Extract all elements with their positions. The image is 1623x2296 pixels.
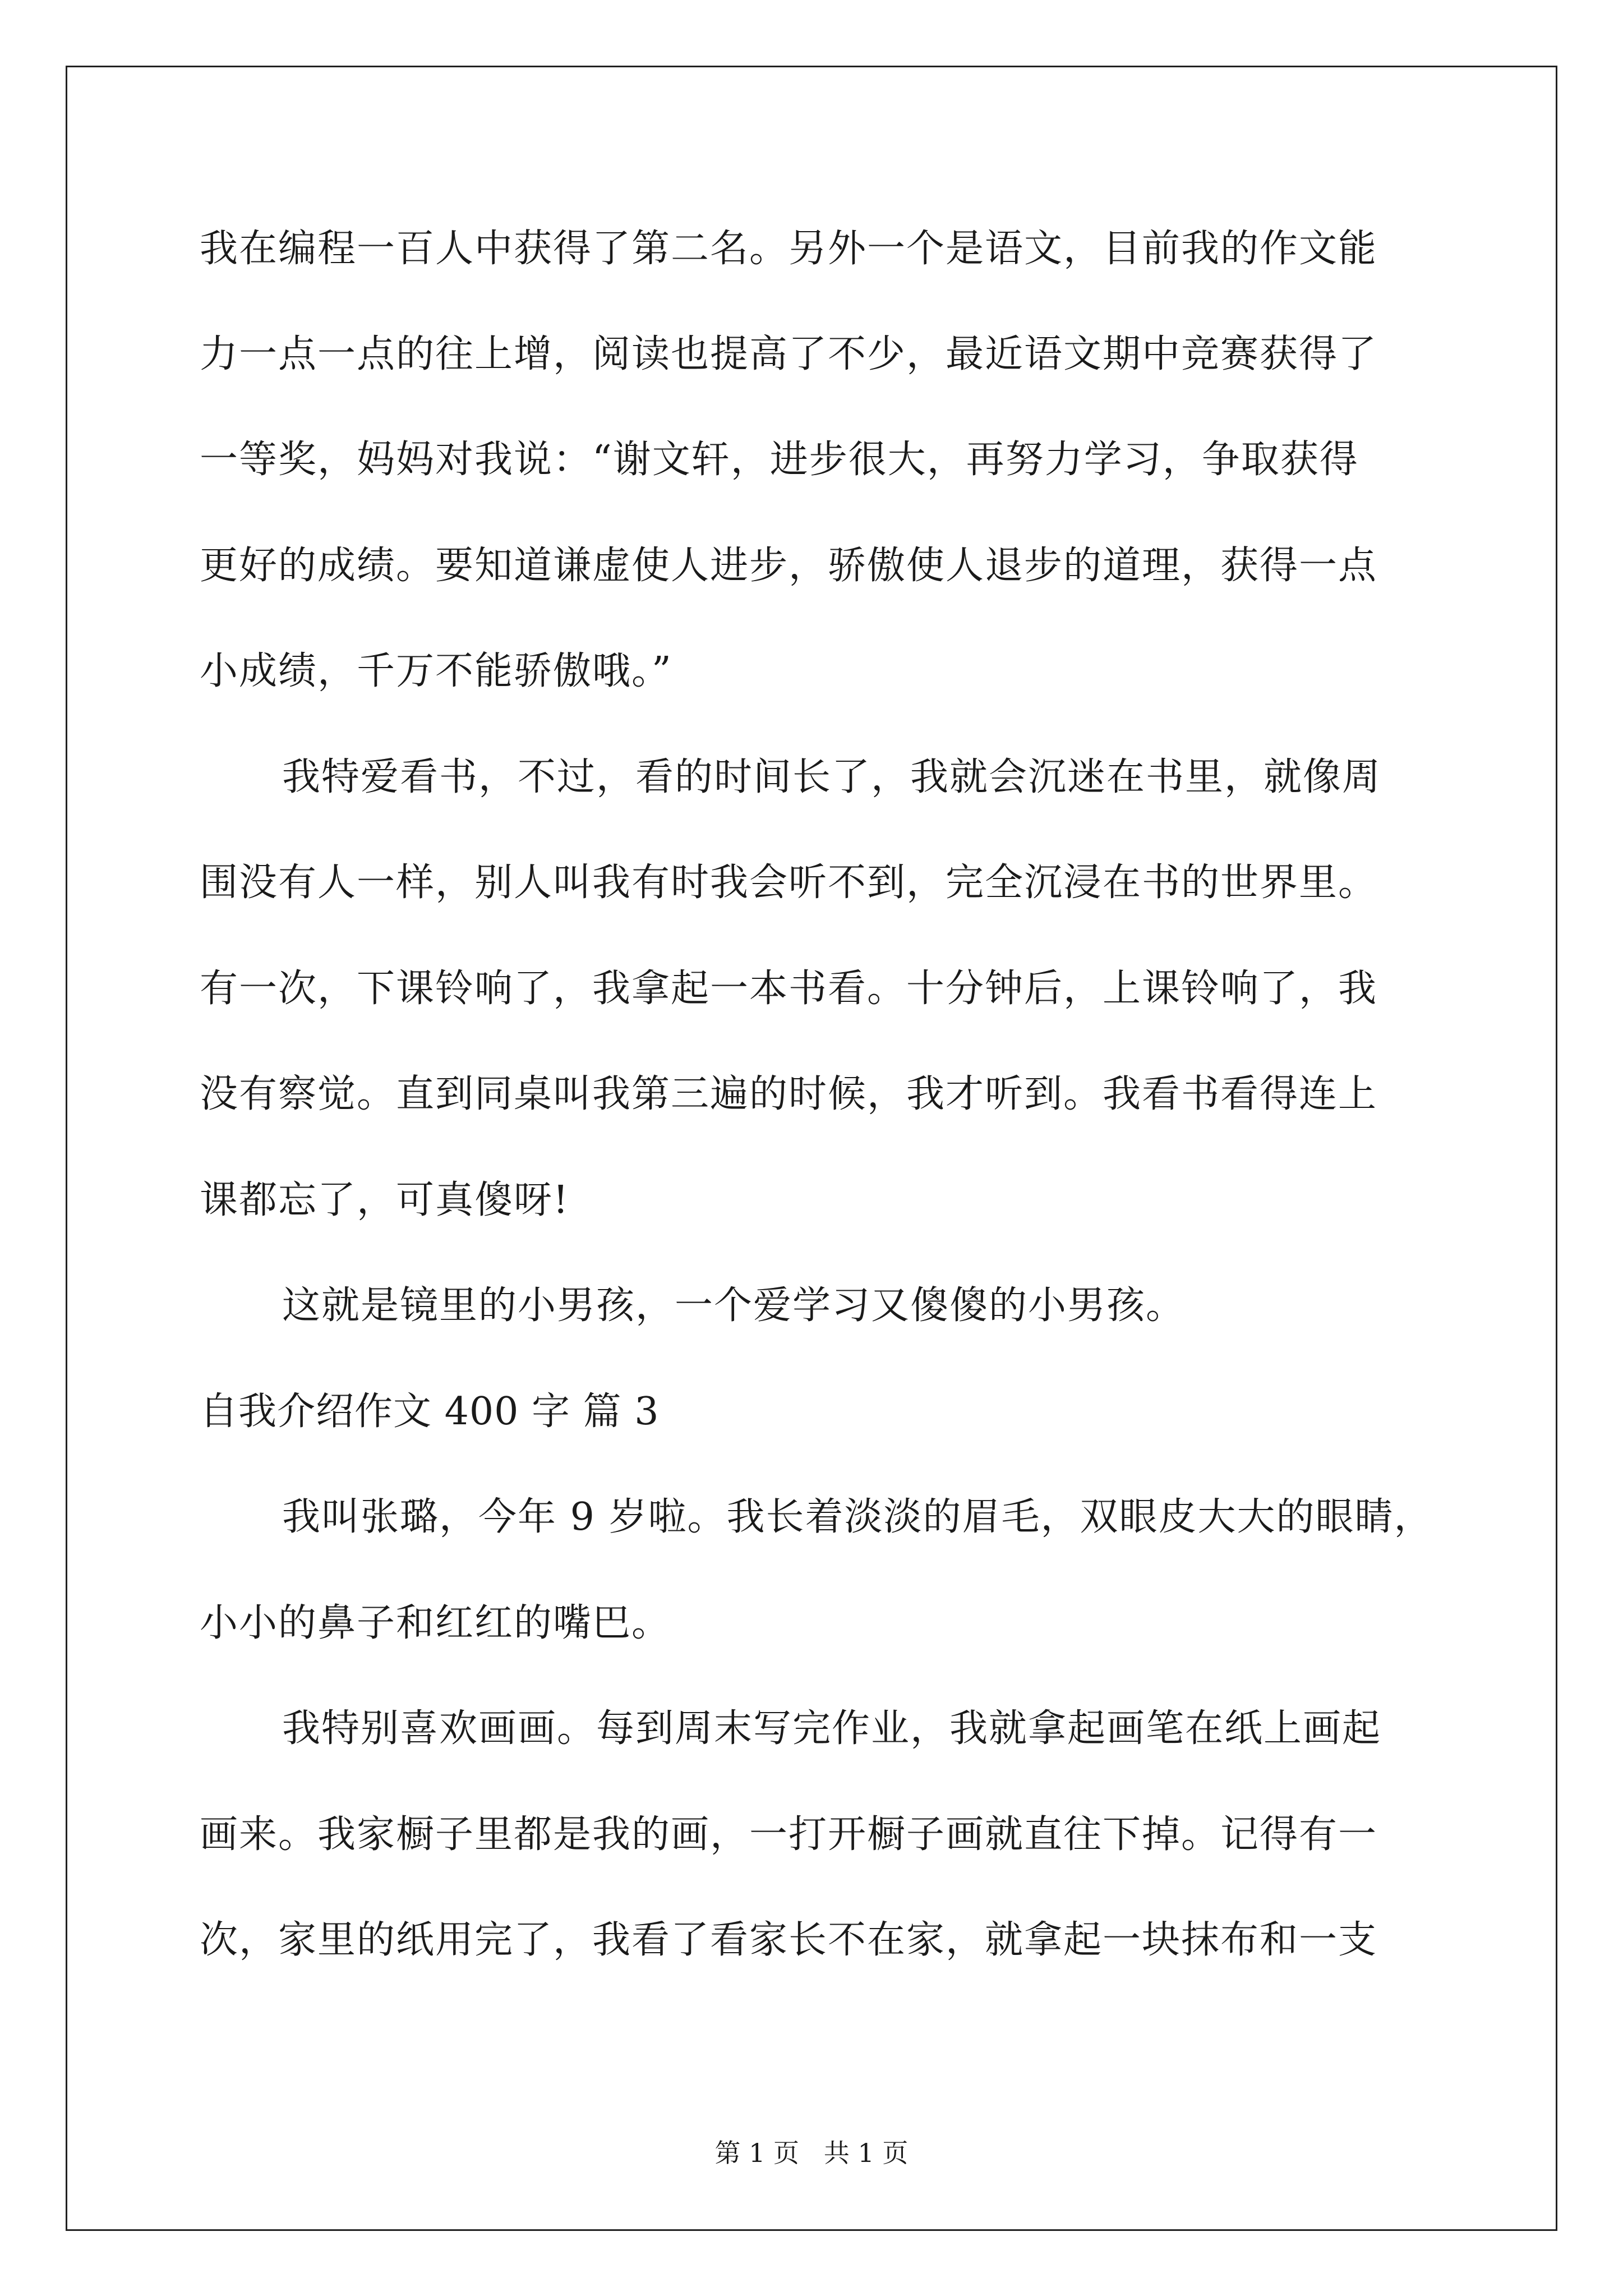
body-text-line: 围没有人一样，别人叫我有时我会听不到，完全沉浸在书的世界里。: [200, 861, 1378, 905]
page-border: [66, 66, 1557, 2231]
body-text-line: 更好的成绩。要知道谦虚使人进步，骄傲使人退步的道理，获得一点: [200, 544, 1378, 588]
paragraph-start-line: 这就是镜里的小男孩，一个爱学习又傻傻的小男孩。: [282, 1283, 1186, 1328]
section-heading: 自我介绍作文 400 字 篇 3: [200, 1389, 660, 1434]
body-text-line: 次，家里的纸用完了，我看了看家长不在家，就拿起一块抹布和一支: [200, 1918, 1378, 1962]
body-text-line: 有一次，下课铃响了，我拿起一本书看。十分钟后，上课铃响了，我: [200, 967, 1378, 1011]
paragraph-start-line: 我特爱看书，不过，看的时间长了，我就会沉迷在书里，就像周: [282, 755, 1382, 799]
body-text-line: 一等奖，妈妈对我说：“谢文轩，进步很大，再努力学习，争取获得: [200, 438, 1359, 482]
page-footer: 第 1 页 共 1 页: [714, 2138, 909, 2168]
body-text-line: 小小的鼻子和红红的嘴巴。: [200, 1601, 671, 1645]
body-text-line: 力一点一点的往上增，阅读也提高了不少，最近语文期中竞赛获得了: [200, 332, 1378, 376]
paragraph-start-line: 我特别喜欢画画。每到周末写完作业，我就拿起画笔在纸上画起: [282, 1706, 1382, 1751]
body-text-line: 没有察觉。直到同桌叫我第三遍的时候，我才听到。我看书看得连上: [200, 1072, 1378, 1116]
paragraph-start-line: 我叫张璐，今年 9 岁啦。我长着淡淡的眉毛，双眼皮大大的眼睛，: [282, 1495, 1433, 1539]
body-text-line: 课都忘了，可真傻呀!: [200, 1178, 570, 1222]
body-text-line: 小成绩，千万不能骄傲哦。”: [200, 649, 672, 693]
body-text-line: 我在编程一百人中获得了第二名。另外一个是语文，目前我的作文能: [200, 227, 1378, 271]
body-text-line: 画来。我家橱子里都是我的画，一打开橱子画就直往下掉。记得有一: [200, 1812, 1378, 1857]
